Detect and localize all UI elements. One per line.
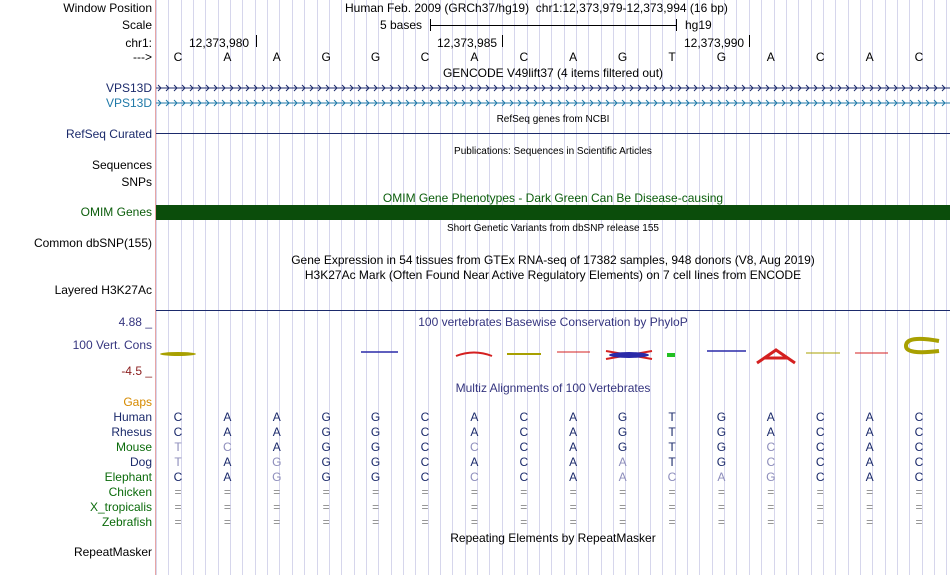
alignment-base: = bbox=[372, 485, 380, 499]
alignment-base: A bbox=[766, 410, 775, 424]
alignment-base: C bbox=[815, 425, 825, 439]
alignment-base: G bbox=[272, 455, 282, 469]
alignment-base: C bbox=[766, 455, 776, 469]
alignment-base: A bbox=[223, 425, 232, 439]
species-label[interactable]: Zebrafish bbox=[101, 515, 152, 529]
reference-base: G bbox=[370, 50, 381, 64]
reference-base: A bbox=[223, 50, 232, 64]
species-label[interactable]: Chicken bbox=[108, 485, 152, 499]
alignment-base: = bbox=[569, 500, 577, 514]
alignment-base: = bbox=[668, 515, 676, 529]
alignment-base: = bbox=[717, 500, 725, 514]
cons-track-title: 100 vertebrates Basewise Conservation by PhyloP bbox=[418, 315, 688, 329]
gencode-gene-1[interactable] bbox=[156, 82, 950, 94]
alignment-base: = bbox=[520, 500, 528, 514]
cons-label[interactable]: 100 Vert. Cons bbox=[72, 338, 152, 352]
alignment-base: A bbox=[569, 470, 578, 484]
alignment-base: A bbox=[569, 425, 578, 439]
alignment-base: = bbox=[470, 515, 478, 529]
coord-3: 12,373,990 bbox=[684, 36, 745, 50]
alignment-base: C bbox=[914, 410, 924, 424]
alignment-base: = bbox=[619, 515, 627, 529]
cons-mark-a1 bbox=[456, 353, 492, 357]
window-position-label: Window Position bbox=[63, 1, 152, 15]
alignment-base: C bbox=[173, 425, 183, 439]
gtex-track-title: Gene Expression in 54 tissues from GTEx RNA-seq of 17382 samples, 948 donors (V8, Aug 2019) bbox=[291, 253, 815, 267]
refseq-gene-line[interactable] bbox=[156, 133, 950, 134]
alignment-base: C bbox=[766, 440, 776, 454]
alignment-base: = bbox=[816, 500, 824, 514]
alignment-base: G bbox=[766, 470, 776, 484]
species-label[interactable]: Elephant bbox=[104, 470, 152, 484]
gencode-track-title: GENCODE V49lift37 (4 items filtered out) bbox=[442, 66, 664, 80]
cons-max-label: 4.88 _ bbox=[118, 315, 152, 329]
alignment-base: A bbox=[865, 455, 874, 469]
alignment-base: = bbox=[322, 485, 330, 499]
alignment-base: C bbox=[815, 440, 825, 454]
alignment-base: C bbox=[815, 410, 825, 424]
reference-base: A bbox=[569, 50, 578, 64]
alignment-base: = bbox=[816, 485, 824, 499]
reference-base: A bbox=[470, 50, 479, 64]
alignment-base: G bbox=[321, 440, 331, 454]
alignment-base: C bbox=[914, 425, 924, 439]
alignment-base: C bbox=[519, 455, 529, 469]
alignment-base: C bbox=[470, 440, 479, 454]
alignment-base: C bbox=[519, 470, 529, 484]
alignment-base: C bbox=[420, 440, 430, 454]
alignment-base: G bbox=[272, 470, 282, 484]
alignment-base: T bbox=[668, 455, 676, 469]
alignment-base: A bbox=[470, 455, 479, 469]
alignment-base: = bbox=[421, 500, 429, 514]
alignment-base: G bbox=[321, 410, 331, 424]
alignment-base: A bbox=[470, 410, 479, 424]
alignment-base: C bbox=[420, 455, 430, 469]
alignment-base: C bbox=[519, 410, 529, 424]
alignment-base: G bbox=[617, 440, 628, 454]
scale-text: 5 bases bbox=[380, 18, 423, 32]
alignment-base: = bbox=[174, 515, 182, 529]
alignment-base: = bbox=[767, 485, 775, 499]
alignment-base: G bbox=[370, 425, 381, 439]
alignment-base: = bbox=[372, 515, 380, 529]
alignment-base: = bbox=[421, 485, 429, 499]
cons-mark-a3 bbox=[757, 350, 795, 363]
alignment-base: = bbox=[520, 515, 528, 529]
dbsnp-label[interactable]: Common dbSNP(155) bbox=[33, 236, 152, 250]
h3k27ac-signal-line[interactable] bbox=[156, 310, 950, 311]
alignment-base: = bbox=[372, 500, 380, 514]
cons-mark-c4 bbox=[906, 339, 939, 352]
alignment-base: = bbox=[767, 500, 775, 514]
scale-bar bbox=[430, 25, 677, 26]
cons-mark-g2 bbox=[606, 351, 652, 359]
alignment-base: C bbox=[815, 470, 825, 484]
snps-label[interactable]: SNPs bbox=[121, 175, 152, 189]
alignment-base: G bbox=[617, 410, 628, 424]
alignment-base: C bbox=[420, 470, 430, 484]
alignment-base: = bbox=[569, 485, 577, 499]
alignment-base: A bbox=[470, 425, 479, 439]
reference-base: G bbox=[716, 50, 727, 64]
species-label[interactable]: X_tropicalis bbox=[89, 500, 152, 514]
alignment-base: T bbox=[668, 410, 676, 424]
species-label[interactable]: Dog bbox=[129, 455, 152, 469]
alignment-base: C bbox=[420, 425, 430, 439]
alignment-base: C bbox=[914, 470, 924, 484]
alignment-base: C bbox=[420, 410, 430, 424]
alignment-base: A bbox=[618, 470, 627, 484]
alignment-base: T bbox=[174, 455, 182, 469]
reference-base: C bbox=[173, 50, 183, 64]
alignment-base: A bbox=[865, 425, 874, 439]
scale-label: Scale bbox=[121, 18, 152, 32]
alignment-base: T bbox=[668, 425, 676, 439]
repeatmasker-label[interactable]: RepeatMasker bbox=[73, 545, 152, 559]
reference-base: A bbox=[272, 50, 281, 64]
cons-mark-c1 bbox=[160, 352, 196, 356]
h3k27ac-track-title: H3K27Ac Mark (Often Found Near Active Regulatory Elements) on 7 cell lines from ENCODE bbox=[304, 268, 802, 282]
gencode-gene-2[interactable] bbox=[156, 97, 950, 109]
alignment-base: C bbox=[519, 425, 529, 439]
alignment-base: = bbox=[866, 485, 874, 499]
alignment-base: C bbox=[914, 440, 924, 454]
reference-base: G bbox=[321, 50, 331, 64]
alignment-base: T bbox=[668, 440, 676, 454]
reference-base: C bbox=[815, 50, 825, 64]
h3k27ac-label[interactable]: Layered H3K27Ac bbox=[54, 283, 152, 297]
alignment-base: T bbox=[174, 440, 182, 454]
alignment-base: A bbox=[717, 470, 726, 484]
alignment-base: G bbox=[370, 455, 381, 469]
alignment-base: A bbox=[618, 455, 627, 469]
coord-3-tick bbox=[749, 35, 750, 47]
species-label[interactable]: Rhesus bbox=[111, 425, 152, 439]
sequences-label[interactable]: Sequences bbox=[91, 158, 152, 172]
species-label[interactable]: Human bbox=[113, 410, 152, 424]
alignment-base: C bbox=[667, 470, 677, 484]
alignment-base: A bbox=[272, 440, 281, 454]
reference-base: A bbox=[766, 50, 775, 64]
publications-track-title: Publications: Sequences in Scientific Articles bbox=[454, 146, 652, 157]
reference-base: A bbox=[865, 50, 874, 64]
alignment-base: C bbox=[173, 410, 183, 424]
alignment-base: A bbox=[272, 410, 281, 424]
alignment-base: A bbox=[272, 425, 281, 439]
cons-mark-t1 bbox=[667, 353, 675, 357]
reference-base: G bbox=[617, 50, 628, 64]
alignment-base: = bbox=[273, 485, 281, 499]
multiz-track-title: Multiz Alignments of 100 Vertebrates bbox=[455, 381, 651, 395]
alignment-base: A bbox=[766, 425, 775, 439]
alignment-base: = bbox=[322, 515, 330, 529]
alignment-base: G bbox=[370, 470, 381, 484]
alignment-base: = bbox=[915, 500, 923, 514]
alignment-base: = bbox=[668, 485, 676, 499]
omim-track-title: OMIM Gene Phenotypes - Dark Green Can Be Disease-causing bbox=[382, 191, 724, 205]
alignment-base: G bbox=[321, 425, 331, 439]
omim-label[interactable]: OMIM Genes bbox=[80, 205, 152, 219]
alignment-base: = bbox=[174, 500, 182, 514]
alignment-base: = bbox=[717, 515, 725, 529]
gaps-label[interactable]: Gaps bbox=[123, 395, 152, 409]
alignment-base: G bbox=[716, 440, 727, 454]
alignment-base: = bbox=[470, 485, 478, 499]
alignment-base: = bbox=[223, 485, 231, 499]
cons-min-label: -4.5 _ bbox=[121, 364, 152, 378]
scale-bar-right-tick bbox=[676, 19, 677, 31]
omim-gene-bar[interactable] bbox=[156, 205, 950, 220]
alignment-base: = bbox=[322, 500, 330, 514]
reference-base: C bbox=[914, 50, 924, 64]
coord-2-tick bbox=[502, 35, 503, 47]
alignment-base: = bbox=[866, 515, 874, 529]
alignment-base: = bbox=[421, 515, 429, 529]
refseq-track-title: RefSeq genes from NCBI bbox=[496, 114, 610, 125]
alignment-base: G bbox=[370, 410, 381, 424]
alignment-base: A bbox=[223, 470, 232, 484]
alignment-base: = bbox=[915, 485, 923, 499]
scale-db: hg19 bbox=[685, 18, 712, 32]
coord-2: 12,373,985 bbox=[437, 36, 498, 50]
alignment-base: C bbox=[815, 455, 825, 469]
alignment-base: = bbox=[470, 500, 478, 514]
alignment-base: = bbox=[569, 515, 577, 529]
reference-base: C bbox=[420, 50, 430, 64]
alignment-base: = bbox=[668, 500, 676, 514]
coord-1-tick bbox=[256, 35, 257, 47]
alignment-base: = bbox=[174, 485, 182, 499]
coord-1: 12,373,980 bbox=[189, 36, 250, 50]
alignment-base: G bbox=[321, 455, 331, 469]
conservation-logo[interactable] bbox=[156, 333, 950, 368]
alignment-base: C bbox=[223, 440, 232, 454]
refseq-label[interactable]: RefSeq Curated bbox=[65, 127, 152, 141]
repeatmasker-track-title: Repeating Elements by RepeatMasker bbox=[450, 531, 656, 545]
gene-label-vps13d-1[interactable]: VPS13D bbox=[105, 81, 152, 95]
alignment-base: = bbox=[619, 500, 627, 514]
alignment-base: = bbox=[866, 500, 874, 514]
alignment-base: = bbox=[273, 515, 281, 529]
reference-base: T bbox=[668, 50, 676, 64]
alignment-base: G bbox=[321, 470, 331, 484]
alignment-base: A bbox=[223, 455, 232, 469]
alignment-base: = bbox=[619, 485, 627, 499]
reference-base: C bbox=[519, 50, 529, 64]
position-range: chr1:12,373,979-12,373,994 (16 bp) bbox=[535, 1, 728, 15]
alignment-base: G bbox=[370, 440, 381, 454]
alignment-base: G bbox=[617, 425, 628, 439]
alignment-base: A bbox=[569, 440, 578, 454]
chrom-label: chr1: bbox=[125, 36, 152, 50]
alignment-base: G bbox=[716, 455, 727, 469]
alignment-base: A bbox=[865, 410, 874, 424]
alignment-base: C bbox=[173, 470, 183, 484]
alignment-base: C bbox=[519, 440, 529, 454]
alignment-base: A bbox=[569, 455, 578, 469]
dbsnp-track-title: Short Genetic Variants from dbSNP release 155 bbox=[447, 223, 659, 234]
strand-arrow-label: ---> bbox=[133, 50, 152, 64]
alignment-base: = bbox=[273, 500, 281, 514]
alignment-base: = bbox=[520, 485, 528, 499]
assembly-title bbox=[345, 1, 728, 15]
alignment-base: = bbox=[915, 515, 923, 529]
alignment-base: = bbox=[223, 515, 231, 529]
alignment-base: = bbox=[717, 485, 725, 499]
species-label[interactable]: Mouse bbox=[115, 440, 152, 454]
alignment-base: = bbox=[767, 515, 775, 529]
alignment-base: C bbox=[470, 470, 479, 484]
alignment-base: = bbox=[223, 500, 231, 514]
alignment-base: A bbox=[223, 410, 232, 424]
gene-label-vps13d-2[interactable]: VPS13D bbox=[105, 96, 152, 110]
alignment-base: A bbox=[865, 440, 874, 454]
alignment-base: G bbox=[716, 425, 727, 439]
alignment-base: A bbox=[569, 410, 578, 424]
alignment-base: C bbox=[914, 455, 924, 469]
alignment-base: A bbox=[865, 470, 874, 484]
alignment-base: = bbox=[816, 515, 824, 529]
alignment-base: G bbox=[716, 410, 727, 424]
assembly-name: Human Feb. 2009 (GRCh37/hg19) bbox=[345, 1, 530, 15]
